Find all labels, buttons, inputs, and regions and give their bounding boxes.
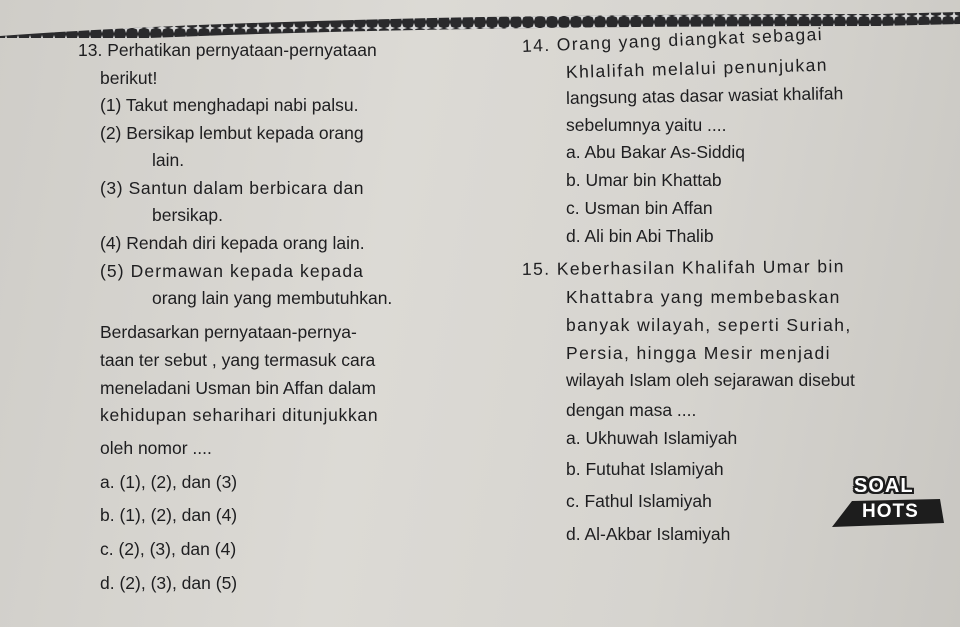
q14-option-a: a. Abu Bakar As-Siddiq [566,142,745,162]
q14-stem-line1: 14. Orang yang diangkat sebagai [521,23,824,56]
q13-option-c: c. (2), (3), dan (4) [100,539,237,559]
q13-statement-3: (3) Santun dalam berbicara dan [100,178,365,198]
q13-statement-2: (2) Bersikap lembut kepada orang [100,123,364,143]
q13-option-b: b. (1), (2), dan (4) [100,505,238,525]
q14-stem-line2: Khlalifah melalui penunjukan [565,54,829,82]
badge-hots-text: HOTS [862,501,919,522]
q13-option-d: d. (2), (3), dan (5) [100,573,238,593]
q15-option-b: b. Futuhat Islamiyah [566,459,724,479]
q15-option-d: d. Al-Akbar Islamiyah [566,524,731,544]
q15-stem-line4: Persia, hingga Mesir menjadi [566,343,831,363]
soal-hots-badge [832,475,944,533]
badge-soal-text: SOAL [854,475,914,497]
q13-stem-line1: 13. Perhatikan pernyataan-pernyataan [78,40,377,60]
q13-prompt-line5: oleh nomor .... [100,438,212,458]
q13-statement-4: (4) Rendah diri kepada orang lain. [100,233,365,253]
q15-stem-line5: wilayah Islam oleh sejarawan disebut [566,370,855,390]
q15-stem-line6: dengan masa .... [566,400,697,420]
q15-option-c: c. Fathul Islamiyah [566,491,712,511]
q14-stem-line3: langsung atas dasar wasiat khalifah [565,83,844,108]
q14-option-b: b. Umar bin Khattab [566,170,722,190]
q13-prompt-line2: taan ter sebut , yang termasuk cara [100,350,376,370]
q13-prompt-line3: meneladani Usman bin Affan dalam [100,378,376,398]
q15-stem-line3: banyak wilayah, seperti Suriah, [566,315,852,335]
q14-stem-line4: sebelumnya yaitu .... [566,115,727,135]
q13-statement-3-cont: bersikap. [152,205,224,225]
q15-stem-line2: Khattabra yang membebaskan [566,287,841,307]
q13-stem-line2: berikut! [100,68,158,88]
q13-prompt-line1: Berdasarkan pernyataan-pernya- [100,322,357,342]
q13-option-a: a. (1), (2), dan (3) [100,472,238,492]
q15-stem-line1: 15. Keberhasilan Khalifah Umar bin [521,256,845,279]
q14-option-c: c. Usman bin Affan [566,198,713,218]
q13-statement-5-cont: orang lain yang membutuhkan. [152,288,393,308]
q14-option-d: d. Ali bin Abi Thalib [566,226,714,246]
q13-prompt-line4: kehidupan seharihari ditunjukkan [100,405,379,425]
q13-statement-5: (5) Dermawan kepada kepada [100,261,365,281]
q13-statement-2-cont: lain. [152,150,185,170]
q15-option-a: a. Ukhuwah Islamiyah [566,428,738,448]
q13-statement-1: (1) Takut menghadapi nabi palsu. [100,95,359,115]
